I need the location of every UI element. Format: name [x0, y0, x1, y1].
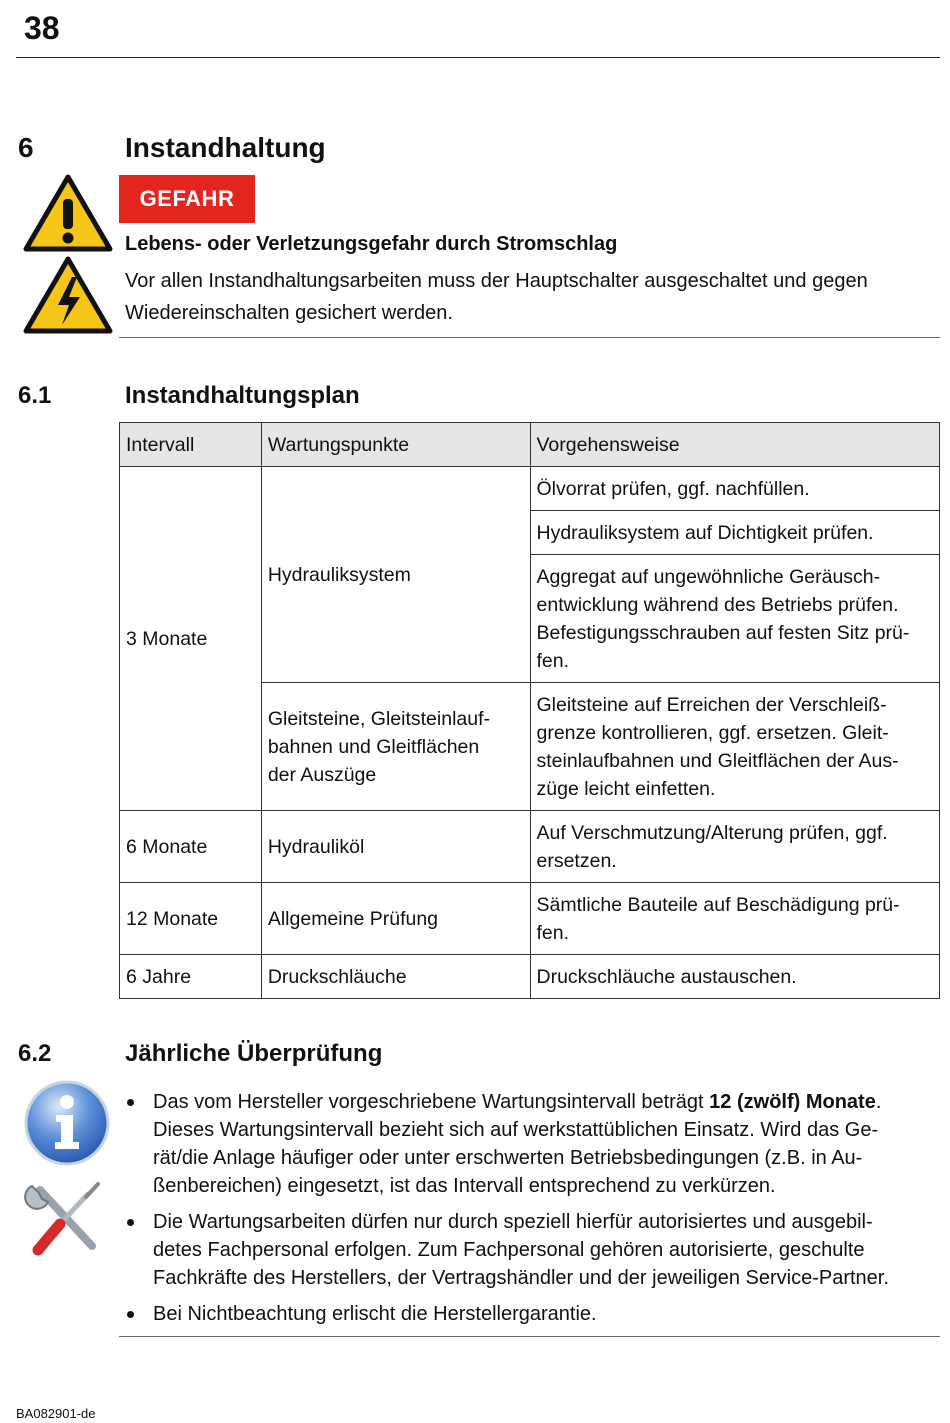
bullet-emphasis: 12 (zwölf) Monate	[709, 1091, 876, 1113]
column-header: Wartungspunkte	[261, 423, 530, 467]
cell-line: grenze kontrollieren, ggf. ersetzen. Gleit-	[536, 721, 889, 744]
cell-line: bahnen und Gleitflächen	[267, 735, 480, 758]
procedure-cell: Hydrauliksystem auf Dichtigkeit prüfen.	[530, 511, 940, 555]
point-cell: Druckschläuche	[261, 955, 530, 999]
table-header-row	[120, 423, 940, 467]
danger-title: Lebens- oder Verletzungsgefahr durch Stromschlag	[125, 233, 618, 255]
bullet-dot	[127, 1311, 134, 1318]
table-row	[120, 955, 940, 999]
table-row	[120, 883, 940, 955]
bullet-line: rät/die Anlage häufiger oder unter erschwerten Betriebsbedingungen (z.B. in Au-	[153, 1147, 863, 1169]
bullets-rule	[119, 1336, 940, 1337]
electric-hazard-icon	[22, 255, 114, 335]
interval-cell: 3 Monate	[120, 467, 262, 811]
column-header: Intervall	[120, 423, 262, 467]
cell-line: steinlaufbahnen und Gleitflächen der Aus-	[536, 749, 899, 772]
cell-line: Auf Verschmutzung/Alterung prüfen, ggf.	[536, 821, 888, 844]
interval-cell: 6 Monate	[120, 811, 262, 883]
danger-rule	[119, 337, 940, 338]
cell-line: Befestigungsschrauben auf festen Sitz prü-	[536, 621, 910, 644]
column-header: Vorgehensweise	[530, 423, 940, 467]
list-item	[125, 1300, 925, 1328]
bullet-line: Dieses Wartungsintervall bezieht sich auf werkstattüblichen Einsatz. Wird das Ge-	[153, 1119, 879, 1141]
point-cell: Allgemeine Prüfung	[261, 883, 530, 955]
cell-line: fen.	[536, 649, 570, 672]
bullet-dot	[127, 1099, 134, 1106]
maintenance-plan-table	[119, 422, 940, 999]
cell-line: Gleitsteine auf Erreichen der Verschleiß-	[536, 693, 887, 716]
point-cell	[261, 683, 530, 811]
danger-text-line: Wiedereinschalten gesichert werden.	[125, 302, 453, 324]
list-item	[125, 1208, 925, 1292]
table-row	[120, 811, 940, 883]
procedure-cell	[530, 883, 940, 955]
danger-text	[125, 265, 925, 329]
bullet-text: .	[875, 1091, 882, 1113]
interval-cell: 6 Jahre	[120, 955, 262, 999]
cell-line: Sämtliche Bauteile auf Beschädigung prü-	[536, 893, 900, 916]
point-cell: Hydrauliköl	[261, 811, 530, 883]
list-item	[125, 1088, 925, 1200]
bullet-dot	[127, 1219, 134, 1226]
header-rule	[16, 57, 940, 58]
bullet-line: detes Fachpersonal erfolgen. Zum Fachpersonal gehören autorisierte, geschulte	[153, 1239, 865, 1261]
table-row	[120, 467, 940, 511]
cell-line: fen.	[536, 921, 570, 944]
interval-cell: 12 Monate	[120, 883, 262, 955]
subsection-title: Instandhaltungsplan	[125, 382, 360, 409]
cell-line: züge leicht einfetten.	[536, 777, 716, 800]
procedure-cell	[530, 811, 940, 883]
bullet-line	[153, 1088, 925, 1116]
cell-line: Aggregat auf ungewöhnliche Geräusch-	[536, 565, 881, 588]
tools-icon	[24, 1180, 110, 1260]
section-title: Instandhaltung	[125, 132, 326, 163]
subsection-title: Jährliche Überprüfung	[125, 1040, 383, 1067]
subsection-number: 6.1	[18, 382, 52, 409]
document-code: BA082901-de	[16, 1406, 96, 1421]
procedure-cell	[530, 683, 940, 811]
bullet-line: Die Wartungsarbeiten dürfen nur durch speziell hierfür autorisiertes und ausgebil-	[153, 1211, 873, 1233]
point-cell: Hydrauliksystem	[261, 467, 530, 683]
bullet-line: Fachkräfte des Herstellers, der Vertragshändler und der jeweiligen Service-Partner.	[153, 1267, 889, 1289]
bullet-line: Bei Nichtbeachtung erlischt die Herstellergarantie.	[153, 1303, 597, 1325]
bullet-line: ßenbereichen) eingesetzt, ist das Intervall entsprechend zu verkürzen.	[153, 1175, 776, 1197]
subsection-number: 6.2	[18, 1040, 52, 1067]
procedure-cell: Ölvorrat prüfen, ggf. nachfüllen.	[530, 467, 940, 511]
warning-triangle-icon	[22, 173, 114, 253]
cell-line: Gleitsteine, Gleitsteinlauf-	[267, 707, 491, 730]
cell-line: entwicklung während des Betriebs prüfen.	[536, 593, 899, 616]
procedure-cell: Druckschläuche austauschen.	[530, 955, 940, 999]
bullet-list	[125, 1088, 925, 1336]
cell-line: der Auszüge	[267, 763, 377, 786]
danger-text-line: Vor allen Instandhaltungsarbeiten muss der Hauptschalter ausgeschaltet und gegen	[125, 270, 868, 292]
cell-line: ersetzen.	[536, 849, 617, 872]
procedure-cell	[530, 555, 940, 683]
page-number: 38	[24, 10, 60, 46]
bullet-text: Das vom Hersteller vorgeschriebene Wartungsintervall beträgt	[153, 1091, 710, 1113]
info-icon	[22, 1078, 112, 1168]
danger-badge: GEFAHR	[119, 175, 255, 223]
section-number: 6	[18, 132, 34, 163]
